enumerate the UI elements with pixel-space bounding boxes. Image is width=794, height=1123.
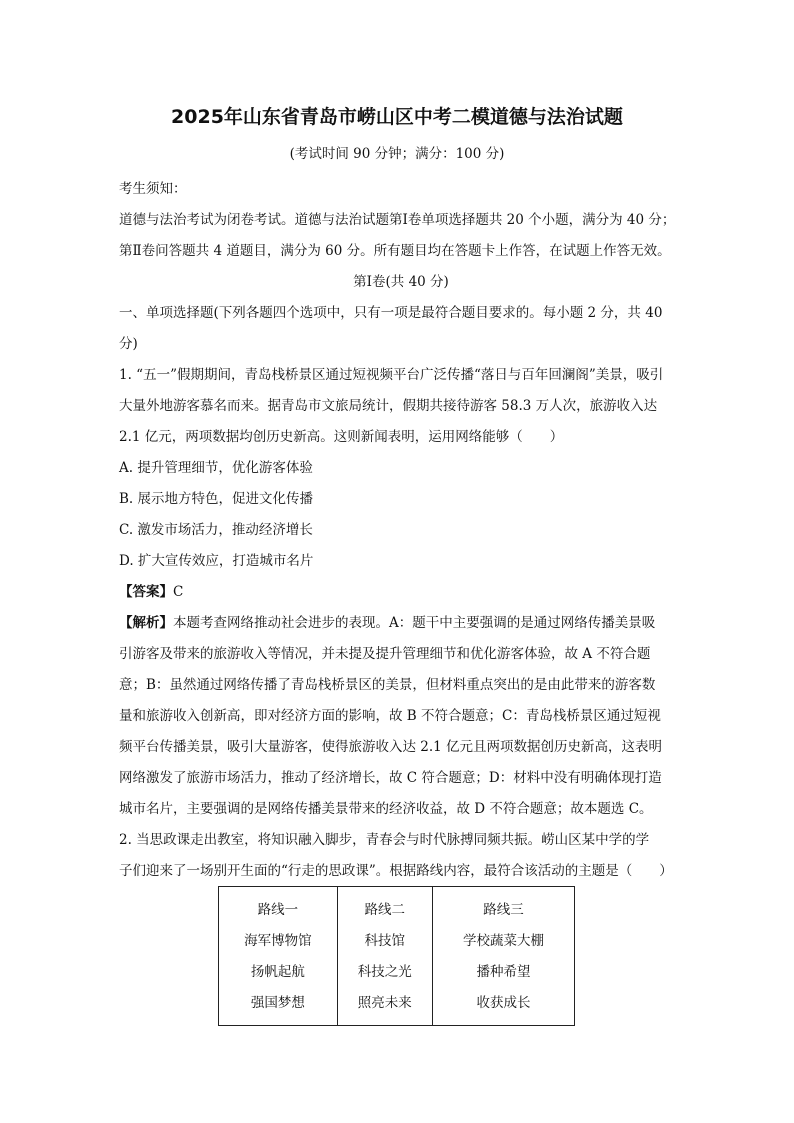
notice-line: 道德与法治考试为闭卷考试。道德与法治试题第Ⅰ卷单项选择题共 20 个小题，满分为 40 分； <box>119 212 676 228</box>
section-title: 第Ⅰ卷(共 40 分) <box>353 274 449 290</box>
question-stem: 2. 当思政课走出教室，将知识融入脚步，青春会与时代脉搏同频共振。崂山区某中学的学 <box>119 832 650 848</box>
answer-value: C <box>173 584 184 600</box>
analysis-line: 引游客及带来的旅游收入等情况，并未提及提升管理细节和优化游客体验，故 A 不符合题 <box>119 646 651 662</box>
route-item: 照亮未来 <box>357 995 412 1011</box>
analysis-text: 本题考查网络推动社会进步的表现。A：题干中主要强调的是通过网络传播美景吸 <box>173 615 656 631</box>
question-stem: 1. “五一”假期期间，青岛栈桥景区通过短视频平台广泛传播“落日与百年回澜阁”美景，吸引 <box>119 367 664 383</box>
route-cell <box>219 887 338 1026</box>
notice-line: 第Ⅱ卷问答题共 4 道题目，满分为 60 分。所有题目均在答题卡上作答，在试题上作答无效。 <box>119 243 671 259</box>
option-a: A. 提升管理细节，优化游客体验 <box>119 460 313 476</box>
question-stem: 子们迎来了一场别开生面的“行走的思政课”。根据路线内容，最符合该活动的主题是（ ） <box>119 863 673 879</box>
answer-label: 【答案】 <box>119 584 173 600</box>
route-cell <box>432 887 574 1026</box>
section-instruction: 分) <box>119 336 138 352</box>
route-name: 路线二 <box>364 902 406 918</box>
route-table <box>218 886 575 1026</box>
route-item: 强国梦想 <box>250 995 305 1011</box>
route-item: 扬帆起航 <box>250 964 305 980</box>
notice-heading: 考生须知： <box>119 181 187 197</box>
route-item: 收获成长 <box>476 995 531 1011</box>
analysis-line: 城市名片，主要强调的是网络传播美景带来的经济收益，故 D 不符合题意；故本题选 C。 <box>119 801 653 817</box>
question-stem: 大量外地游客慕名而来。据青岛市文旅局统计，假期共接待游客 58.3 万人次，旅游收入达 <box>119 398 658 414</box>
route-item: 海军博物馆 <box>244 933 312 949</box>
exam-body <box>119 174 683 887</box>
option-d: D. 扩大宣传效应，打造城市名片 <box>119 553 314 569</box>
route-item: 科技馆 <box>364 933 406 949</box>
route-name: 路线一 <box>257 902 299 918</box>
question-stem: 2.1 亿元，两项数据均创历史新高。这则新闻表明，运用网络能够（ ） <box>119 429 564 445</box>
route-item: 学校蔬菜大棚 <box>462 933 544 949</box>
route-item: 科技之光 <box>357 964 412 980</box>
analysis-line: 量和旅游收入创新高，即对经济方面的影响，故 B 不符合题意；C：青岛栈桥景区通过短视 <box>119 708 661 724</box>
answer-line <box>119 577 683 608</box>
option-b: B. 展示地方特色，促进文化传播 <box>119 491 314 507</box>
exam-subtitle: (考试时间 90 分钟；满分：100 分) <box>289 146 505 162</box>
table-row <box>219 887 575 1026</box>
analysis-line: 意；B：虽然通过网络传播了青岛栈桥景区的美景，但材料重点突出的是由此带来的游客数 <box>119 677 656 693</box>
exam-title: 2025年山东省青岛市崂山区中考二模道德与法治试题 <box>171 106 623 128</box>
route-cell <box>337 887 432 1026</box>
analysis-line: 网络激发了旅游市场活力，推动了经济增长，故 C 符合题意；D：材料中没有明确体现打造 <box>119 770 662 786</box>
analysis-label: 【解析】 <box>119 615 173 631</box>
analysis-line: 频平台传播美景，吸引大量游客，使得旅游收入达 2.1 亿元且两项数据创历史新高，这表明 <box>119 739 663 755</box>
route-name: 路线三 <box>483 902 524 918</box>
option-c: C. 激发市场活力，推动经济增长 <box>119 522 313 538</box>
section-instruction: 一、单项选择题(下列各题四个选项中，只有一项是最符合题目要求的。每小题 2 分，共 40 <box>119 305 663 321</box>
analysis-line <box>119 608 683 639</box>
route-item: 播种希望 <box>476 964 531 980</box>
